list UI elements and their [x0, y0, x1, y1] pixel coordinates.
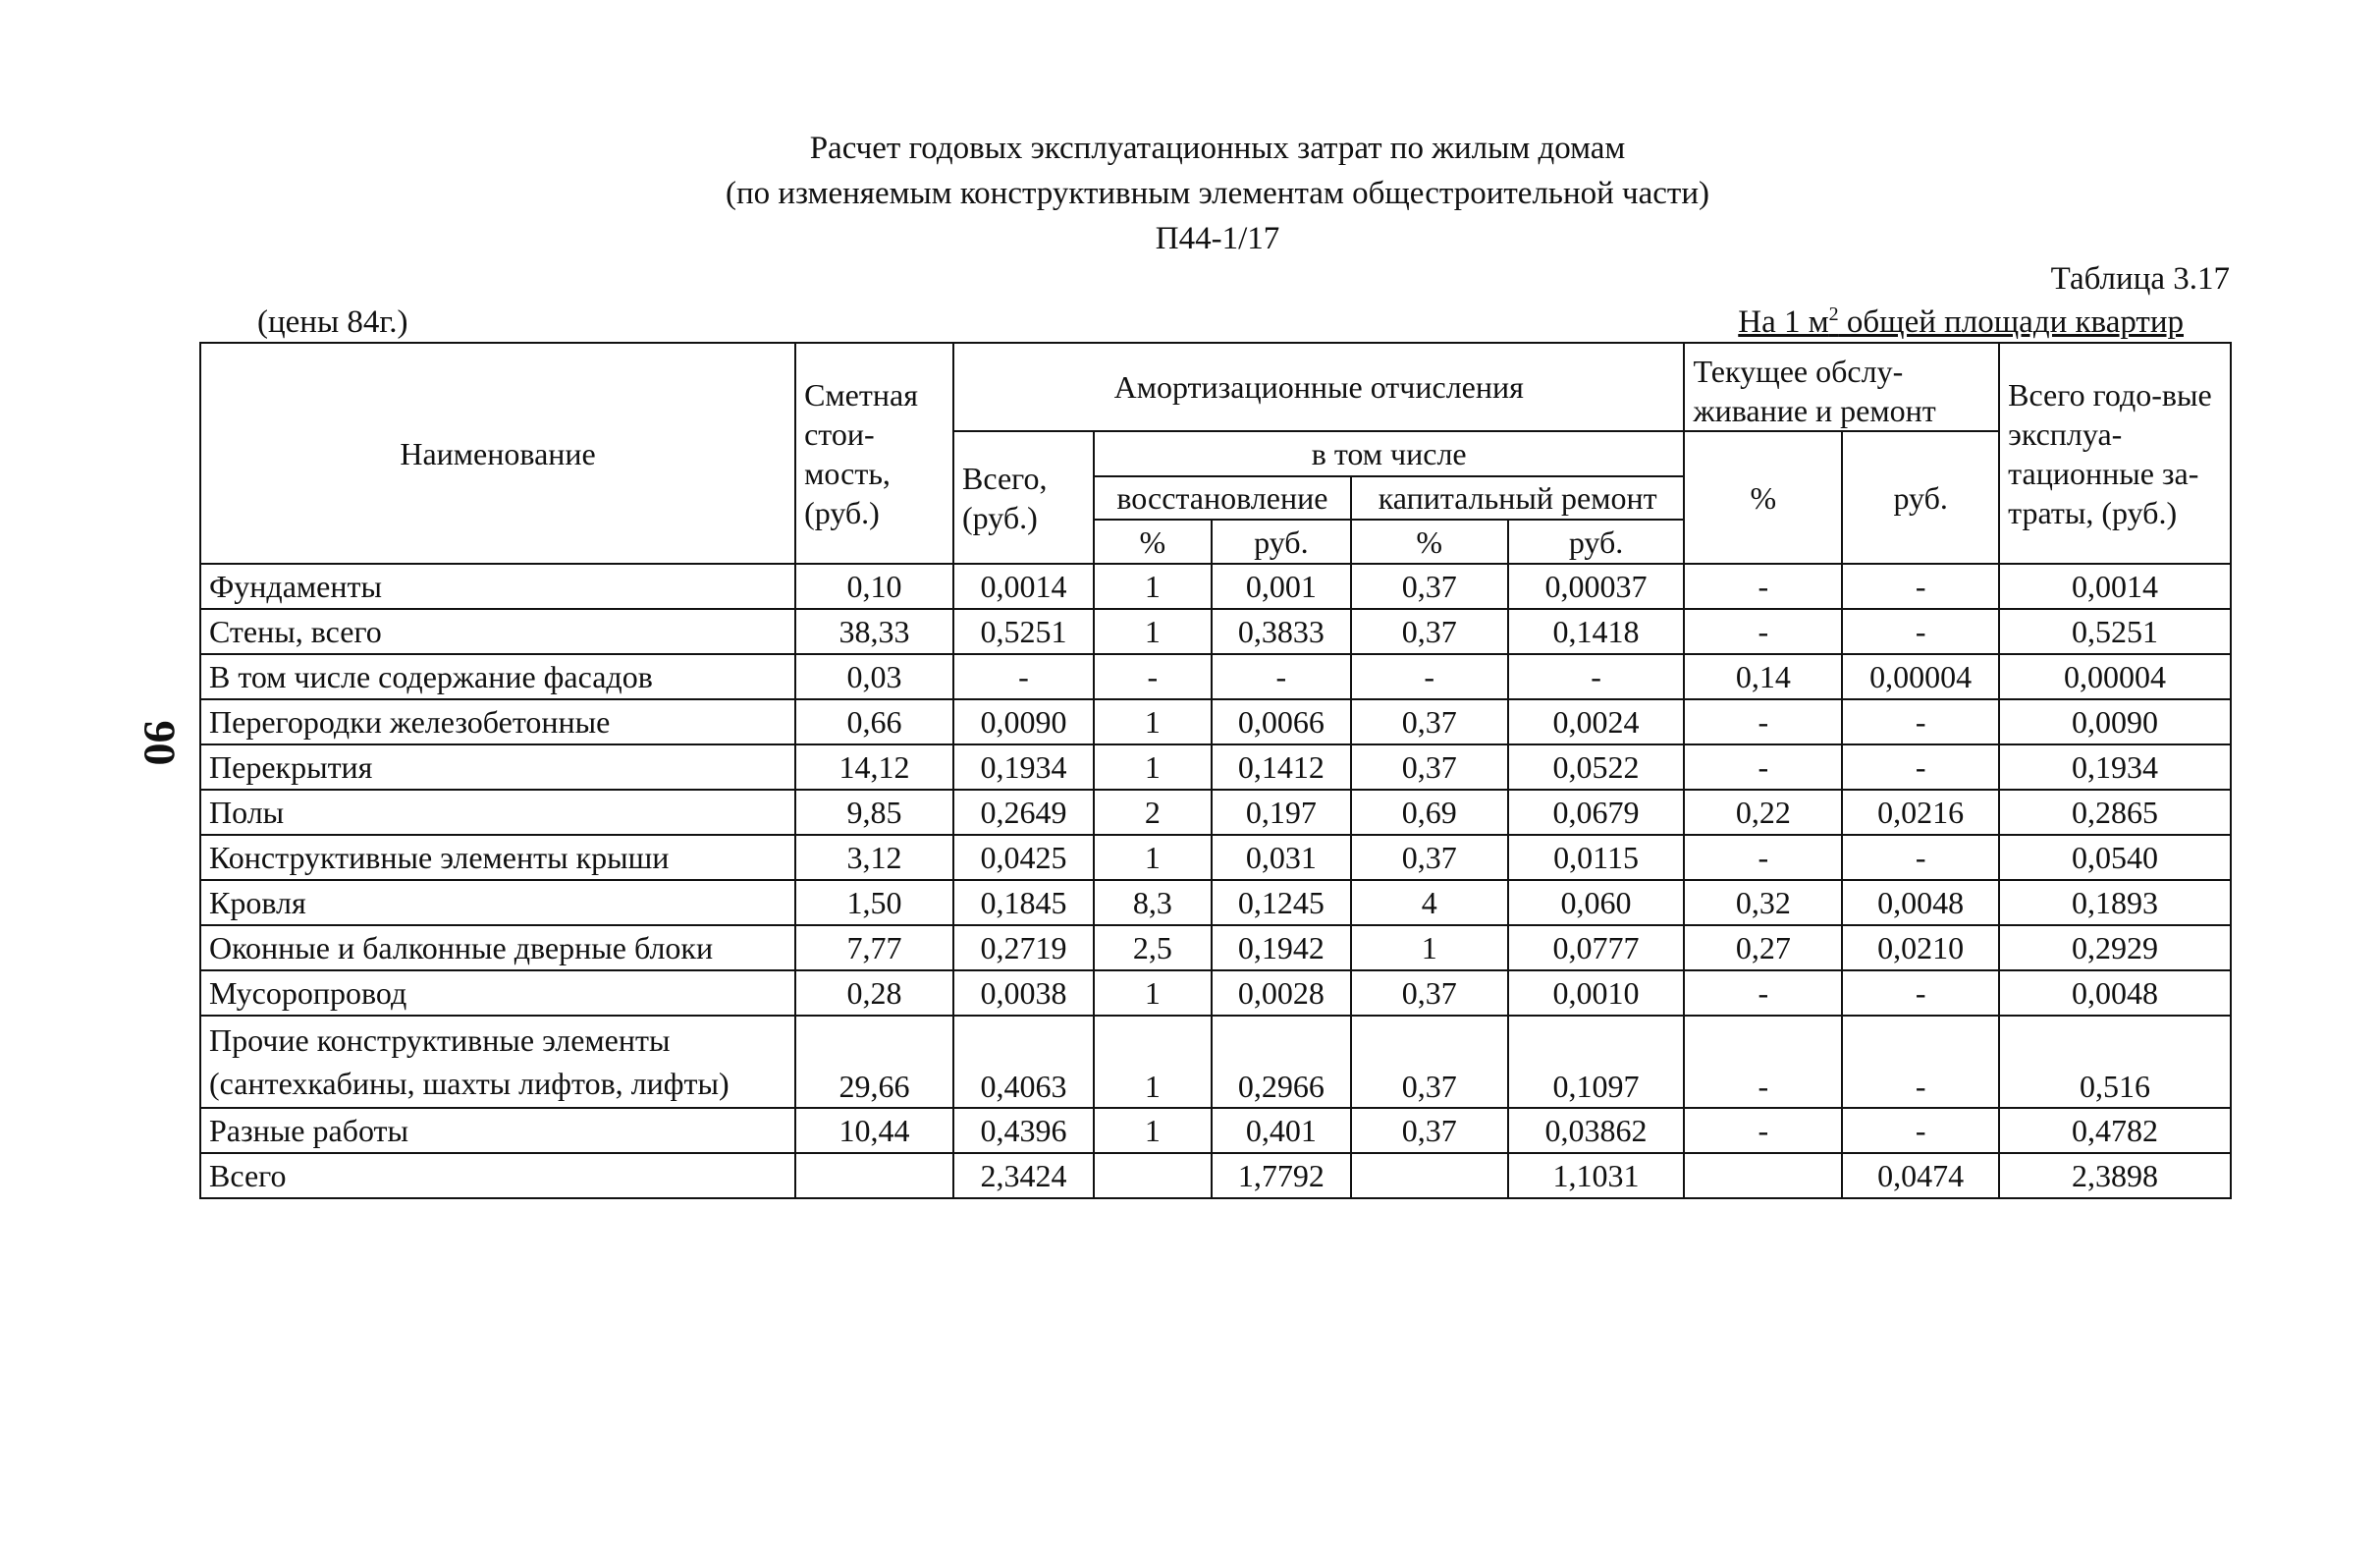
- cell-annual: 0,0540: [1999, 835, 2231, 880]
- table-row: [200, 564, 2231, 609]
- header-total-rub: Всего, (руб.): [953, 431, 1094, 564]
- cell-cap-rub: 0,0024: [1508, 699, 1685, 744]
- cell-name: Оконные и балконные дверные блоки: [200, 925, 795, 970]
- cell-rest-pct: 1: [1094, 1016, 1212, 1108]
- area-note-prefix: На 1 м: [1738, 304, 1829, 340]
- header-estimated-cost: Сметная стои-мость, (руб.): [795, 343, 953, 564]
- cell-name: В том числе содержание фасадов: [200, 654, 795, 699]
- table-row: [200, 699, 2231, 744]
- table-row: [200, 925, 2231, 970]
- cost-table: [199, 342, 2232, 1199]
- header-maintenance: Текущее обслу-живание и ремонт: [1684, 343, 1999, 431]
- cell-rest-rub: -: [1212, 654, 1351, 699]
- cell-maint-pct: -: [1684, 609, 1842, 654]
- cell-rest-pct: 1: [1094, 835, 1212, 880]
- cell-maint-pct: -: [1684, 1016, 1842, 1108]
- prices-note: (цены 84г.): [257, 304, 408, 340]
- cell-rest-rub: 0,197: [1212, 790, 1351, 835]
- header-capital-rub: руб.: [1508, 520, 1685, 564]
- cell-maint-rub: 0,00004: [1842, 654, 1999, 699]
- cell-name: Перегородки железобетонные: [200, 699, 795, 744]
- cell-rest-pct: 2,5: [1094, 925, 1212, 970]
- header-restoration-rub: руб.: [1212, 520, 1351, 564]
- cell-cap-pct: 0,37: [1351, 564, 1508, 609]
- cell-rest-rub: 1,7792: [1212, 1153, 1351, 1198]
- cell-cap-rub: 0,1097: [1508, 1016, 1685, 1108]
- cell-maint-rub: -: [1842, 744, 1999, 790]
- header-restoration: восстановление: [1094, 476, 1351, 520]
- cell-annual: 0,2865: [1999, 790, 2231, 835]
- title-line-2: (по изменяемым конструктивным элементам общестроительной части): [725, 176, 1709, 211]
- cell-cap-rub: 0,0522: [1508, 744, 1685, 790]
- cell-rest-rub: 0,401: [1212, 1108, 1351, 1153]
- cell-cost: 0,28: [795, 970, 953, 1016]
- table-row: [200, 1108, 2231, 1153]
- cell-total: 0,1845: [953, 880, 1094, 925]
- table-row: [200, 835, 2231, 880]
- header-capital-repair: капитальный ремонт: [1351, 476, 1685, 520]
- cell-cap-pct: 0,37: [1351, 744, 1508, 790]
- cell-name: Фундаменты: [200, 564, 795, 609]
- cell-cap-rub: 1,1031: [1508, 1153, 1685, 1198]
- cell-cap-rub: 0,060: [1508, 880, 1685, 925]
- cell-cap-pct: 0,69: [1351, 790, 1508, 835]
- cell-name: Всего: [200, 1153, 795, 1198]
- cell-total: 0,4396: [953, 1108, 1094, 1153]
- cell-rest-pct: 1: [1094, 609, 1212, 654]
- cell-name: Перекрытия: [200, 744, 795, 790]
- cell-rest-rub: 0,2966: [1212, 1016, 1351, 1108]
- cell-cost: 7,77: [795, 925, 953, 970]
- header-annual-total: Всего годо-вые эксплуа-тационные за-траты, (руб.): [1999, 343, 2231, 564]
- cell-maint-rub: -: [1842, 835, 1999, 880]
- cell-name: Мусоропровод: [200, 970, 795, 1016]
- cell-rest-pct: [1094, 1153, 1212, 1198]
- cell-name: Разные работы: [200, 1108, 795, 1153]
- cell-rest-pct: 8,3: [1094, 880, 1212, 925]
- cell-maint-pct: -: [1684, 970, 1842, 1016]
- cell-cap-rub: -: [1508, 654, 1685, 699]
- header-name: Наименование: [200, 343, 795, 564]
- cell-cost: 1,50: [795, 880, 953, 925]
- table-row: [200, 1016, 2231, 1108]
- cell-cost: 14,12: [795, 744, 953, 790]
- cell-annual: 0,4782: [1999, 1108, 2231, 1153]
- cell-rest-rub: 0,1245: [1212, 880, 1351, 925]
- cell-maint-pct: -: [1684, 564, 1842, 609]
- cell-annual: 0,1893: [1999, 880, 2231, 925]
- header-depreciation: Амортизационные отчисления: [953, 343, 1684, 431]
- cell-cap-pct: -: [1351, 654, 1508, 699]
- page-number: 90: [135, 720, 186, 766]
- cell-maint-pct: 0,22: [1684, 790, 1842, 835]
- table-row-total: [200, 1153, 2231, 1198]
- header-maintenance-rub: руб.: [1842, 431, 1999, 564]
- cell-total: 0,0014: [953, 564, 1094, 609]
- cell-rest-pct: 1: [1094, 699, 1212, 744]
- cell-maint-pct: 0,32: [1684, 880, 1842, 925]
- cell-cap-pct: 0,37: [1351, 1108, 1508, 1153]
- cell-total: 0,2719: [953, 925, 1094, 970]
- cell-rest-pct: 1: [1094, 744, 1212, 790]
- cell-total: -: [953, 654, 1094, 699]
- table-row: [200, 880, 2231, 925]
- cell-maint-rub: 0,0210: [1842, 925, 1999, 970]
- cell-cost: 10,44: [795, 1108, 953, 1153]
- cell-cost: 3,12: [795, 835, 953, 880]
- cell-rest-rub: 0,031: [1212, 835, 1351, 880]
- cell-maint-pct: -: [1684, 699, 1842, 744]
- cell-maint-rub: -: [1842, 1108, 1999, 1153]
- cell-name: Стены, всего: [200, 609, 795, 654]
- cell-maint-rub: -: [1842, 699, 1999, 744]
- cell-cap-rub: 0,0777: [1508, 925, 1685, 970]
- cell-annual: 0,2929: [1999, 925, 2231, 970]
- cell-rest-rub: 0,1942: [1212, 925, 1351, 970]
- cell-annual: 0,1934: [1999, 744, 2231, 790]
- cell-cap-pct: 0,37: [1351, 835, 1508, 880]
- cell-cost: 0,10: [795, 564, 953, 609]
- cell-rest-rub: 0,0028: [1212, 970, 1351, 1016]
- cell-maint-rub: -: [1842, 970, 1999, 1016]
- cell-cap-pct: 0,37: [1351, 609, 1508, 654]
- cell-cost: [795, 1153, 953, 1198]
- cell-rest-rub: 0,3833: [1212, 609, 1351, 654]
- cell-total: 0,5251: [953, 609, 1094, 654]
- cell-maint-rub: -: [1842, 564, 1999, 609]
- cell-rest-pct: 1: [1094, 1108, 1212, 1153]
- table-row: [200, 790, 2231, 835]
- table-row: [200, 609, 2231, 654]
- cell-annual: 0,0014: [1999, 564, 2231, 609]
- cell-name: Полы: [200, 790, 795, 835]
- cell-cap-pct: 0,37: [1351, 699, 1508, 744]
- header-capital-percent: %: [1351, 520, 1508, 564]
- cell-maint-pct: 0,14: [1684, 654, 1842, 699]
- cell-rest-rub: 0,0066: [1212, 699, 1351, 744]
- cell-maint-rub: 0,0474: [1842, 1153, 1999, 1198]
- cell-total: 0,0425: [953, 835, 1094, 880]
- cell-maint-rub: 0,0048: [1842, 880, 1999, 925]
- cell-rest-pct: -: [1094, 654, 1212, 699]
- cell-rest-rub: 0,001: [1212, 564, 1351, 609]
- cell-rest-pct: 1: [1094, 970, 1212, 1016]
- cell-maint-pct: -: [1684, 744, 1842, 790]
- title-line-1: Расчет годовых эксплуатационных затрат по жилым домам: [809, 131, 1626, 166]
- table-row: [200, 654, 2231, 699]
- cell-cost: 29,66: [795, 1016, 953, 1108]
- cell-maint-pct: -: [1684, 835, 1842, 880]
- cell-rest-pct: 2: [1094, 790, 1212, 835]
- cell-cap-rub: 0,0115: [1508, 835, 1685, 880]
- cell-annual: 0,00004: [1999, 654, 2231, 699]
- cell-cap-pct: 0,37: [1351, 1016, 1508, 1108]
- cell-cost: 9,85: [795, 790, 953, 835]
- header-maintenance-percent: %: [1684, 431, 1842, 564]
- cell-cap-rub: 0,0679: [1508, 790, 1685, 835]
- cell-cost: 38,33: [795, 609, 953, 654]
- cell-annual: 0,0090: [1999, 699, 2231, 744]
- table-row: [200, 744, 2231, 790]
- cell-name: Конструктивные элементы крыши: [200, 835, 795, 880]
- cell-annual: 2,3898: [1999, 1153, 2231, 1198]
- cell-rest-pct: 1: [1094, 564, 1212, 609]
- cell-total: 0,2649: [953, 790, 1094, 835]
- header-restoration-percent: %: [1094, 520, 1212, 564]
- cell-cost: 0,03: [795, 654, 953, 699]
- cell-total: 2,3424: [953, 1153, 1094, 1198]
- cell-maint-pct: -: [1684, 1108, 1842, 1153]
- cell-annual: 0,0048: [1999, 970, 2231, 1016]
- cell-total: 0,0038: [953, 970, 1094, 1016]
- cell-cap-rub: 0,0010: [1508, 970, 1685, 1016]
- table-label: Таблица 3.17: [2050, 261, 2230, 297]
- cell-maint-pct: 0,27: [1684, 925, 1842, 970]
- cell-total: 0,1934: [953, 744, 1094, 790]
- cell-name: Прочие конструктивные элементы (сантехкабины, шахты лифтов, лифты): [200, 1016, 795, 1108]
- cell-cap-pct: 1: [1351, 925, 1508, 970]
- cell-cap-pct: [1351, 1153, 1508, 1198]
- cell-cost: 0,66: [795, 699, 953, 744]
- cell-total: 0,0090: [953, 699, 1094, 744]
- area-note-sup: 2: [1828, 303, 1839, 325]
- cell-annual: 0,5251: [1999, 609, 2231, 654]
- cell-cap-rub: 0,00037: [1508, 564, 1685, 609]
- cell-cap-pct: 0,37: [1351, 970, 1508, 1016]
- area-note: [1738, 303, 2184, 342]
- cell-annual: 0,516: [1999, 1016, 2231, 1108]
- cell-cap-pct: 4: [1351, 880, 1508, 925]
- cell-maint-rub: -: [1842, 609, 1999, 654]
- document-code: П44-1/17: [1155, 221, 1280, 256]
- cell-name: Кровля: [200, 880, 795, 925]
- cell-rest-rub: 0,1412: [1212, 744, 1351, 790]
- cell-cap-rub: 0,1418: [1508, 609, 1685, 654]
- cell-maint-pct: [1684, 1153, 1842, 1198]
- cell-total: 0,4063: [953, 1016, 1094, 1108]
- table-row: [200, 970, 2231, 1016]
- cell-cap-rub: 0,03862: [1508, 1108, 1685, 1153]
- header-including: в том числе: [1094, 431, 1685, 476]
- cell-maint-rub: 0,0216: [1842, 790, 1999, 835]
- area-note-suffix: общей площади квартир: [1838, 304, 2184, 340]
- cell-maint-rub: -: [1842, 1016, 1999, 1108]
